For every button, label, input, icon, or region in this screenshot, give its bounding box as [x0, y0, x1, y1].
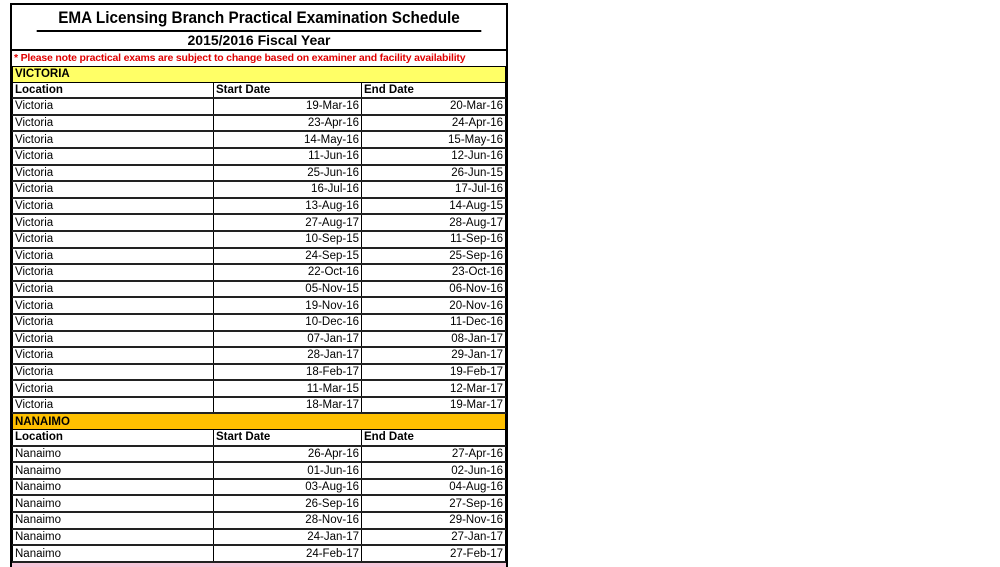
table-row — [13, 248, 506, 265]
end-date-cell: 25-Sep-16 — [362, 248, 506, 265]
table-row — [13, 214, 506, 231]
column-header: Location — [13, 82, 214, 98]
column-header: Start Date — [214, 430, 362, 446]
location-cell: Victoria — [13, 181, 214, 198]
start-date-cell: 26-Apr-16 — [214, 446, 362, 463]
table-row — [13, 115, 506, 132]
location-cell: Victoria — [13, 281, 214, 298]
location-cell: Victoria — [13, 131, 214, 148]
location-cell: Victoria — [13, 331, 214, 348]
start-date-cell: 16-Jul-16 — [214, 181, 362, 198]
location-cell: Victoria — [13, 98, 214, 115]
availability-note: * Please note practical exams are subject to change based on examiner and facility availability — [14, 52, 466, 64]
end-date-cell: 20-Mar-16 — [362, 98, 506, 115]
location-cell: Victoria — [13, 347, 214, 364]
table-row — [13, 281, 506, 298]
start-date-cell: 11-Jun-16 — [214, 148, 362, 165]
end-date-cell: 29-Jan-17 — [362, 347, 506, 364]
start-date-cell: 01-Jun-16 — [214, 462, 362, 479]
start-date-cell: 22-Oct-16 — [214, 264, 362, 281]
schedule-table — [12, 66, 506, 563]
end-date-cell: 15-May-16 — [362, 131, 506, 148]
end-date-cell: 12-Jun-16 — [362, 148, 506, 165]
location-cell: Victoria — [13, 248, 214, 265]
end-date-cell: 24-Apr-16 — [362, 115, 506, 132]
start-date-cell: 18-Mar-17 — [214, 397, 362, 414]
section-header-victoria — [13, 67, 506, 83]
start-date-cell: 24-Feb-17 — [214, 545, 362, 562]
fiscal-year: 2015/2016 Fiscal Year — [12, 32, 506, 51]
table-row — [13, 380, 506, 397]
table-row — [13, 314, 506, 331]
start-date-cell: 23-Apr-16 — [214, 115, 362, 132]
end-date-cell: 14-Aug-15 — [362, 198, 506, 215]
location-cell: Nanaimo — [13, 495, 214, 512]
start-date-cell: 19-Nov-16 — [214, 297, 362, 314]
table-row — [13, 512, 506, 529]
column-header: End Date — [362, 430, 506, 446]
end-date-cell: 11-Dec-16 — [362, 314, 506, 331]
table-row — [13, 397, 506, 414]
end-date-cell: 28-Aug-17 — [362, 214, 506, 231]
location-cell: Victoria — [13, 165, 214, 182]
start-date-cell: 25-Jun-16 — [214, 165, 362, 182]
location-cell: Victoria — [13, 297, 214, 314]
start-date-cell: 05-Nov-15 — [214, 281, 362, 298]
table-row — [13, 181, 506, 198]
start-date-cell: 18-Feb-17 — [214, 364, 362, 381]
location-cell: Nanaimo — [13, 545, 214, 562]
start-date-cell: 28-Nov-16 — [214, 512, 362, 529]
location-cell: Victoria — [13, 264, 214, 281]
location-cell: Victoria — [13, 115, 214, 132]
end-date-cell: 26-Jun-15 — [362, 165, 506, 182]
start-date-cell: 14-May-16 — [214, 131, 362, 148]
end-date-cell: 11-Sep-16 — [362, 231, 506, 248]
table-row — [13, 347, 506, 364]
start-date-cell: 24-Sep-15 — [214, 248, 362, 265]
table-row — [13, 198, 506, 215]
end-date-cell: 12-Mar-17 — [362, 380, 506, 397]
column-header-row — [13, 430, 506, 446]
start-date-cell: 13-Aug-16 — [214, 198, 362, 215]
start-date-cell: 24-Jan-17 — [214, 529, 362, 546]
end-date-cell: 02-Jun-16 — [362, 462, 506, 479]
start-date-cell: 11-Mar-15 — [214, 380, 362, 397]
location-cell: Victoria — [13, 380, 214, 397]
end-date-cell: 27-Sep-16 — [362, 495, 506, 512]
end-date-cell: 04-Aug-16 — [362, 479, 506, 496]
section-title: NANAIMO — [13, 413, 506, 429]
start-date-cell: 03-Aug-16 — [214, 479, 362, 496]
end-date-cell: 27-Apr-16 — [362, 446, 506, 463]
end-date-cell: 08-Jan-17 — [362, 331, 506, 348]
start-date-cell: 19-Mar-16 — [214, 98, 362, 115]
end-date-cell: 17-Jul-16 — [362, 181, 506, 198]
location-cell: Nanaimo — [13, 446, 214, 463]
end-date-cell: 19-Mar-17 — [362, 397, 506, 414]
column-header: Location — [13, 430, 214, 446]
location-cell: Victoria — [13, 314, 214, 331]
table-row — [13, 479, 506, 496]
location-cell: Victoria — [13, 148, 214, 165]
location-cell: Nanaimo — [13, 479, 214, 496]
bottom-edge — [12, 563, 506, 567]
table-row — [13, 297, 506, 314]
end-date-cell: 29-Nov-16 — [362, 512, 506, 529]
start-date-cell: 10-Dec-16 — [214, 314, 362, 331]
location-cell: Nanaimo — [13, 462, 214, 479]
location-cell: Victoria — [13, 364, 214, 381]
table-row — [13, 231, 506, 248]
start-date-cell: 10-Sep-15 — [214, 231, 362, 248]
table-row — [13, 331, 506, 348]
location-cell: Victoria — [13, 198, 214, 215]
end-date-cell: 27-Feb-17 — [362, 545, 506, 562]
column-header-row — [13, 82, 506, 98]
column-header: Start Date — [214, 82, 362, 98]
table-row — [13, 98, 506, 115]
location-cell: Victoria — [13, 397, 214, 414]
table-row — [13, 131, 506, 148]
start-date-cell: 07-Jan-17 — [214, 331, 362, 348]
table-row — [13, 264, 506, 281]
table-row — [13, 529, 506, 546]
schedule-sheet — [10, 3, 508, 567]
location-cell: Nanaimo — [13, 512, 214, 529]
end-date-cell: 19-Feb-17 — [362, 364, 506, 381]
end-date-cell: 23-Oct-16 — [362, 264, 506, 281]
location-cell: Nanaimo — [13, 529, 214, 546]
page-title: EMA Licensing Branch Practical Examination Schedule — [37, 5, 482, 32]
table-row — [13, 545, 506, 562]
section-header-nanaimo — [13, 413, 506, 429]
table-row — [13, 364, 506, 381]
start-date-cell: 26-Sep-16 — [214, 495, 362, 512]
end-date-cell: 20-Nov-16 — [362, 297, 506, 314]
location-cell: Victoria — [13, 214, 214, 231]
column-header: End Date — [362, 82, 506, 98]
end-date-cell: 27-Jan-17 — [362, 529, 506, 546]
table-row — [13, 446, 506, 463]
end-date-cell: 06-Nov-16 — [362, 281, 506, 298]
table-row — [13, 148, 506, 165]
table-row — [13, 165, 506, 182]
section-title: VICTORIA — [13, 67, 506, 83]
table-row — [13, 495, 506, 512]
start-date-cell: 28-Jan-17 — [214, 347, 362, 364]
start-date-cell: 27-Aug-17 — [214, 214, 362, 231]
table-row — [13, 462, 506, 479]
location-cell: Victoria — [13, 231, 214, 248]
